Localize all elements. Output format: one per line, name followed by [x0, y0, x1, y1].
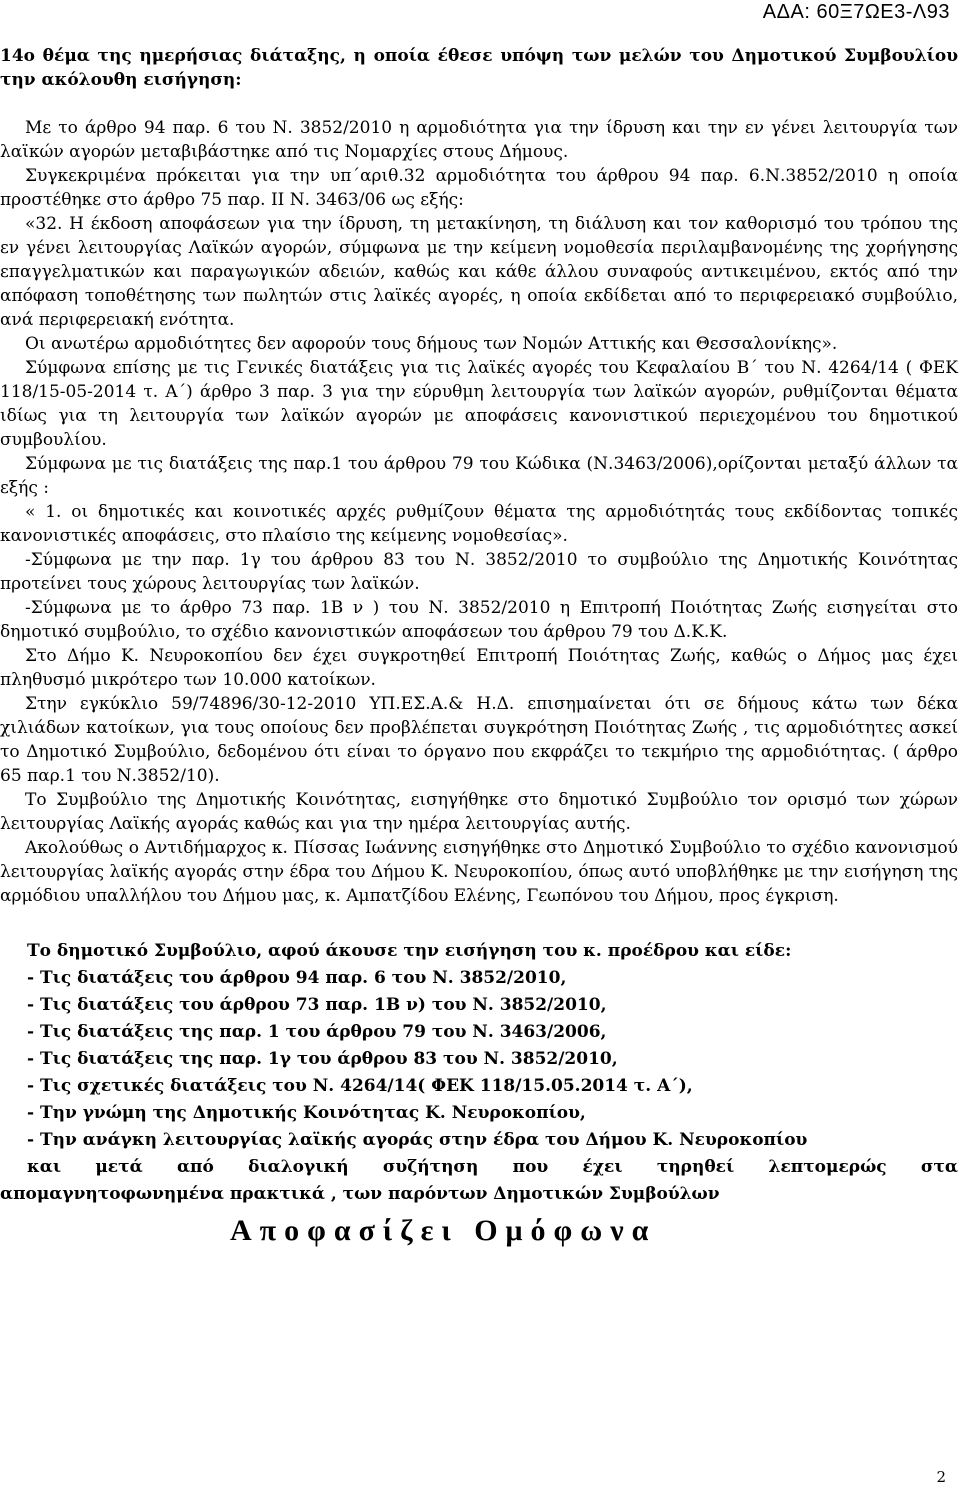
- decision-item: - Τις διατάξεις της παρ. 1γ του άρθρου 83 του Ν. 3852/2010,: [27, 1049, 618, 1069]
- paragraph-13: Ακολούθως ο Αντιδήμαρχος κ. Πίσσας Ιωάννης εισηγήθηκε στο Δημοτικό Συμβούλιο το σχέδιο κανονισμού λειτουργίας λαϊκής αγοράς στην έδρα του Δήμου Κ. Νευροκοπίου, όπως αυτό υποβλήθηκε με την εισήγηση της αρμόδιου υπαλλήλου του Δήμου μας, κ. Αμπατζίδου Ελένης, Γεωπόνου του Δήμου, προς έγκριση.: [0, 838, 958, 906]
- paragraph-3: «32. Η έκδοση αποφάσεων για την ίδρυση, τη μετακίνηση, τη διάλυση και τον καθορισμό του τρόπου της εν γένει λειτουργίας Λαϊκών αγορών, σύμφωνα με την κείμενη νομοθεσία περιλαμβανομένης της χορήγησης επαγγελματικών και παραγωγικών αδειών, καθώς και κάθε άλλου συναφούς αντικειμένου, εκτός από την απόφαση τοποθέτησης των πωλητών στις λαϊκές αγορές, η οποία εκδίδεται από το περιφερειακό συμβούλιο, ανά περιφερειακή ενότητα.: [0, 214, 958, 330]
- paragraph-10: Στο Δήμο Κ. Νευροκοπίου δεν έχει συγκροτηθεί Επιτροπή Ποιότητας Ζωής, καθώς ο Δήμος μας έχει πληθυσμό μικρότερο των 10.000 κατοίκων.: [0, 646, 958, 690]
- paragraph-1: Με το άρθρο 94 παρ. 6 του Ν. 3852/2010 η αρμοδιότητα για την ίδρυση και την εν γένει λειτουργία των λαϊκών αγορών μεταβιβάστηκε από τις Νομαρχίες στους Δήμους.: [0, 118, 958, 162]
- verdict-title: Αποφασίζει Ομόφωνα: [230, 1214, 657, 1247]
- paragraph-8: -Σύμφωνα με την παρ. 1γ του άρθρου 83 του Ν. 3852/2010 το συμβούλιο της Δημοτικής Κοινότητας προτείνει τους χώρους λειτουργίας των λαϊκών.: [0, 550, 958, 594]
- page-number: 2: [936, 1468, 946, 1486]
- decision-after-line: και μετά από διαλογική συζήτηση που έχει τηρηθεί λεπτομερώς στα: [27, 1157, 958, 1177]
- decision-item: - Τις διατάξεις του άρθρου 94 παρ. 6 του Ν. 3852/2010,: [27, 968, 567, 988]
- decision-after-last: απομαγνητοφωνημένα πρακτικά , των παρόντων Δημοτικών Συμβούλων: [0, 1184, 720, 1204]
- paragraph-12: Το Συμβούλιο της Δημοτικής Κοινότητας, εισηγήθηκε στο δημοτικό Συμβούλιο τον ορισμό των χώρων λειτουργίας Λαϊκής αγοράς καθώς και για την ημέρα λειτουργίας αυτής.: [0, 790, 958, 834]
- document-body: [0, 44, 958, 1250]
- decision-item: - Την γνώμη της Δημοτικής Κοινότητας Κ. Νευροκοπίου,: [27, 1103, 586, 1123]
- agenda-item-heading: 14ο θέμα της ημερήσιας διάταξης, η οποία έθεσε υπόψη των μελών του Δημοτικού Συμβουλίου την ακόλουθη εισήγηση:: [0, 46, 958, 90]
- paragraph-4: Οι ανωτέρω αρμοδιότητες δεν αφορούν τους δήμους των Νομών Αττικής και Θεσσαλονίκης».: [25, 334, 838, 354]
- paragraph-9: -Σύμφωνα με το άρθρο 73 παρ. 1Β ν ) του Ν. 3852/2010 η Επιτροπή Ποιότητας Ζωής εισηγείται στο δημοτικό συμβούλιο, το σχέδιο κανονιστικών αποφάσεων του άρθρου 79 του Δ.Κ.Κ.: [0, 598, 958, 642]
- paragraph-11: Στην εγκύκλιο 59/74896/30-12-2010 ΥΠ.ΕΣ.Α.& Η.Δ. επισημαίνεται ότι σε δήμους κάτω των δέκα χιλιάδων κατοίκων, για τους οποίους δεν προβλέπεται συγκρότηση Ποιότητας Ζωής , τις αρμοδιότητες ασκεί το Δημοτικό Συμβούλιο, δεδομένου ότι είναι το όργανο που εκφράζει το τεκμήριο της αρμοδιότητας. ( άρθρο 65 παρ.1 του Ν.3852/10).: [0, 694, 958, 786]
- paragraph-6: Σύμφωνα με τις διατάξεις της παρ.1 του άρθρου 79 του Κώδικα (Ν.3463/2006),ορίζονται μεταξύ άλλων τα εξής :: [0, 454, 958, 498]
- paragraph-5: Σύμφωνα επίσης με τις Γενικές διατάξεις για τις λαϊκές αγορές του Κεφαλαίου Β΄ του Ν. 4264/14 ( ΦΕΚ 118/15-05-2014 τ. Α΄) άρθρο 3 παρ. 3 για την εύρυθμη λειτουργία των λαϊκών αγορών, ρυθμίζονται θέματα ιδίως για τη λειτουργία των λαϊκών αγορών με αποφάσεις κανονιστικού περιεχομένου του δημοτικού συμβουλίου.: [0, 358, 958, 450]
- decision-item: - Τις διατάξεις της παρ. 1 του άρθρου 79 του Ν. 3463/2006,: [27, 1022, 607, 1042]
- decision-block: [0, 938, 958, 1208]
- ada-code: ΑΔΑ: 60Ξ7ΩΕ3-Λ93: [762, 1, 950, 23]
- decision-item: - Την ανάγκη λειτουργίας λαϊκής αγοράς στην έδρα του Δήμου Κ. Νευροκοπίου: [27, 1130, 808, 1150]
- decision-item: - Τις διατάξεις του άρθρου 73 παρ. 1Β ν) του Ν. 3852/2010,: [27, 995, 607, 1015]
- decision-intro: Το δημοτικό Συμβούλιο, αφού άκουσε την εισήγηση του κ. προέδρου και είδε:: [27, 941, 792, 961]
- paragraph-2: Συγκεκριμένα πρόκειται για την υπ΄αριθ.32 αρμοδιότητα του άρθρου 94 παρ. 6.Ν.3852/2010 η οποία προστέθηκε στο άρθρο 75 παρ. ΙΙ Ν. 3463/06 ως εξής:: [0, 166, 958, 210]
- paragraph-7: « 1. οι δημοτικές και κοινοτικές αρχές ρυθμίζουν θέματα της αρμοδιότητάς τους εκδίδοντας τοπικές κανονιστικές αποφάσεις, στο πλαίσιο της κείμενης νομοθεσίας».: [0, 502, 958, 546]
- decision-item: - Τις σχετικές διατάξεις του Ν. 4264/14( ΦΕΚ 118/15.05.2014 τ. Α΄),: [27, 1076, 693, 1096]
